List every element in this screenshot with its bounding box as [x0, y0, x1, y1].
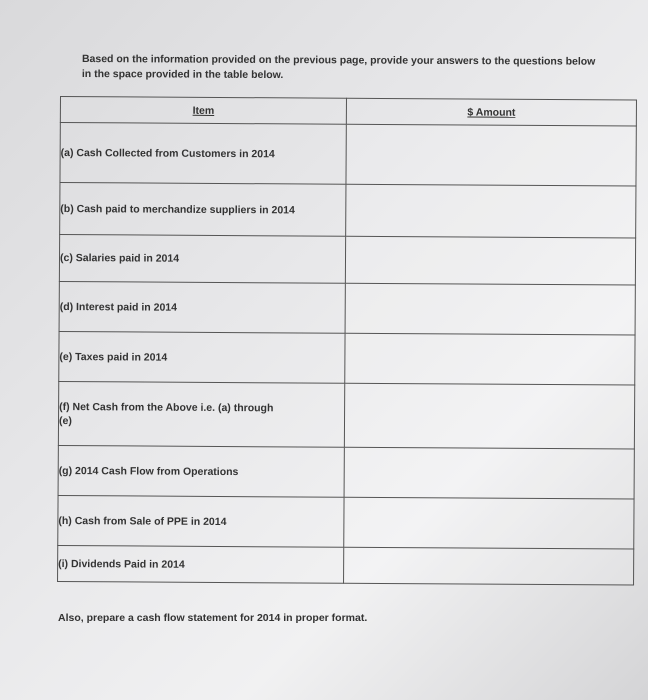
item-label: (e) Taxes paid in 2014 [59, 350, 168, 364]
item-label: (h) Cash from Sale of PPE in 2014 [58, 514, 227, 528]
amount-cell[interactable] [344, 383, 634, 449]
amount-column-header [346, 98, 636, 126]
item-cell [58, 495, 344, 547]
instructions-text: Based on the information provided on the previous page, provide your answers to the questions below in the space provided in the table below. [81, 52, 596, 82]
amount-cell[interactable] [344, 547, 634, 585]
item-label: (a) Cash Collected from Customers in 2014 [60, 146, 275, 160]
table-row [59, 331, 635, 385]
item-cell [58, 445, 344, 497]
amount-cell[interactable] [345, 236, 635, 285]
item-cell [60, 183, 346, 237]
amount-cell[interactable] [345, 283, 635, 335]
table-row [58, 445, 634, 499]
cash-flow-instruction: Also, prepare a cash flow statement for 2014 in proper format. [58, 612, 368, 624]
answers-table [57, 96, 637, 586]
item-cell [58, 545, 344, 583]
item-cell [59, 331, 345, 383]
table-row [60, 123, 636, 187]
amount-header-label: $ Amount [467, 105, 516, 119]
item-label: (g) 2014 Cash Flow from Operations [58, 464, 239, 478]
item-label: (b) Cash paid to merchandize suppliers in 2014 [60, 202, 295, 216]
amount-cell[interactable] [344, 497, 634, 549]
item-cell [60, 123, 346, 185]
table-row [59, 281, 635, 335]
amount-cell[interactable] [346, 124, 636, 186]
amount-cell[interactable] [346, 184, 636, 238]
table-row [58, 545, 634, 585]
item-cell [59, 281, 345, 333]
table-header-row [60, 97, 636, 127]
item-header-label: Item [192, 104, 215, 117]
item-label: (i) Dividends Paid in 2014 [58, 557, 185, 571]
amount-cell[interactable] [344, 447, 634, 499]
item-label: (c) Salaries paid in 2014 [59, 252, 180, 265]
table-row [60, 183, 636, 239]
amount-cell[interactable] [345, 333, 635, 385]
item-cell [59, 235, 345, 284]
table-row [59, 235, 635, 286]
table-row [58, 495, 634, 549]
table-row [58, 381, 634, 449]
item-label: (f) Net Cash from the Above i.e. (a) through (e) [58, 400, 274, 427]
item-cell [58, 381, 344, 447]
item-column-header [60, 97, 346, 125]
item-label: (d) Interest paid in 2014 [59, 300, 178, 314]
